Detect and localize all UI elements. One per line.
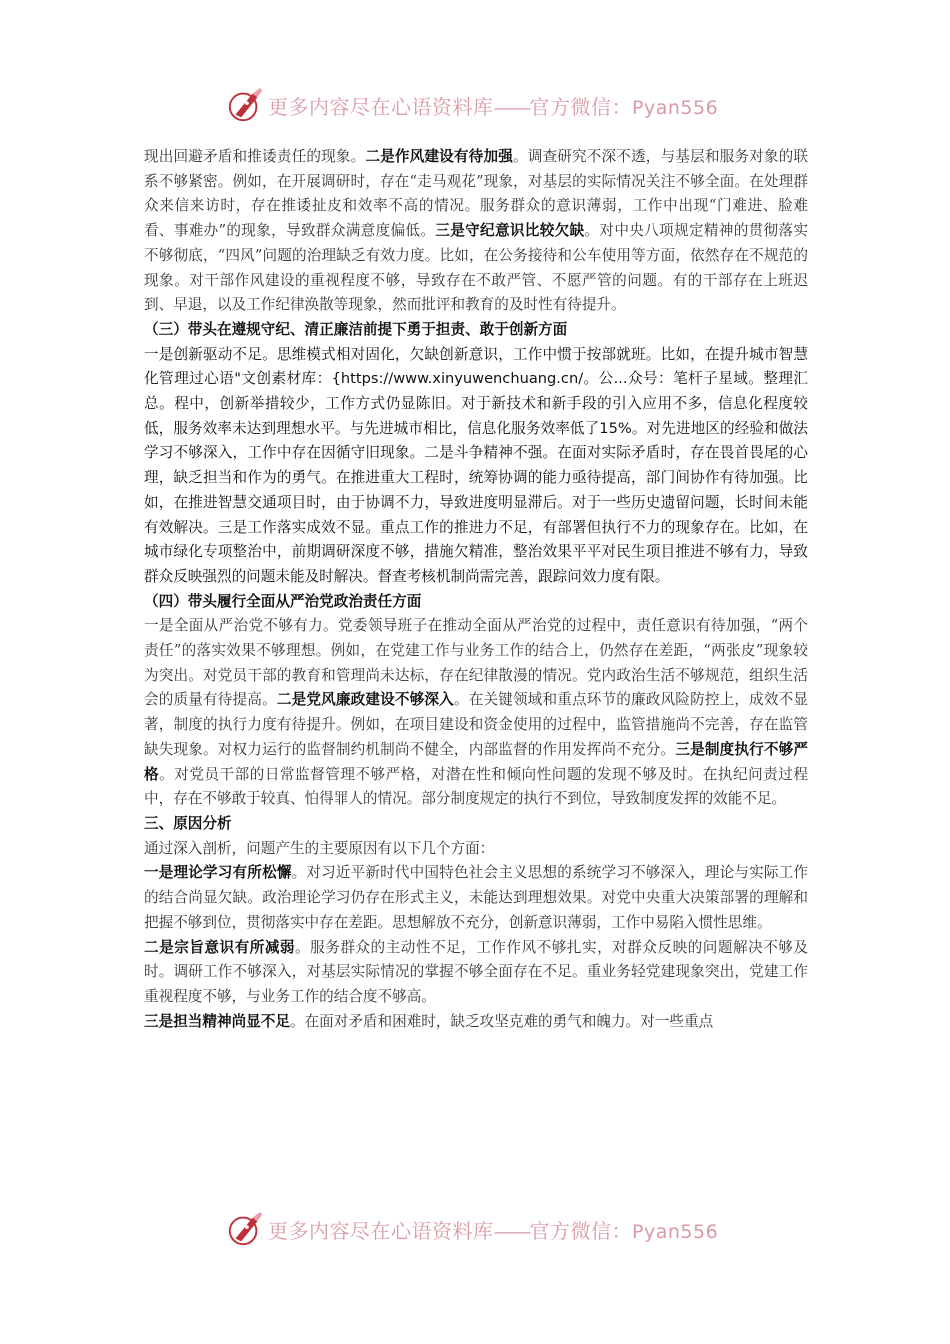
banner-separator: —— <box>493 94 530 119</box>
document-body <box>144 145 808 1034</box>
paragraph-3 <box>144 614 808 812</box>
banner-text <box>268 1215 718 1244</box>
footer-watermark-banner <box>226 1206 726 1252</box>
pen-nib-logo-icon <box>226 85 264 125</box>
bold-run: 三是制度执行不够严格 <box>144 740 808 783</box>
paragraph-1 <box>144 145 808 318</box>
text-run: 。在面对矛盾和困难时，缺乏攻坚克难的勇气和魄力。对一些重点 <box>289 1012 714 1030</box>
text-run: 。调查研究不深不透，与基层和服务对象的联系不够紧密。例如，在开展调研时，存在“走马观花”现象，对基层的实际情况关注不够全面。在处理群众来信来访时，存在推诿扯皮和效率不高的情况。服务群众的意识薄弱，工作中出现“门难进、脸难看、事难办”的现象，导致群众满意度偏低。 <box>144 148 808 240</box>
banner-wechat-id: Pyan556 <box>632 96 719 119</box>
paragraph-7 <box>144 1010 808 1035</box>
text-run: 现出回避矛盾和推诿责任的现象。 <box>144 148 366 165</box>
section-heading-analysis: 三、原因分析 <box>144 814 232 832</box>
bold-run: 二是作风建设有待加强 <box>365 148 513 165</box>
text-run: 。对党员干部的日常监督管理不够严格，对潜在性和倾向性问题的发现不够及时。在执纪问责过程中，存在不够敢于较真、怕得罪人的情况。部分制度规定的执行不到位，导致制度发挥的效能不足。 <box>144 765 808 808</box>
banner-title: 更多内容尽在心语资料库 <box>268 94 494 119</box>
banner-suffix: 官方微信： <box>529 94 632 119</box>
pen-nib-logo-icon <box>226 1209 264 1249</box>
paragraph-5 <box>144 861 808 935</box>
text-run: 一是全面从严治党不够有力。党委领导班子在推动全面从严治党的过程中，责任意识有待加强，“两个责任”的落实效果不够理想。例如，在党建工作与业务工作的结合上，仍然存在差距，“两张皮”现象较为突出。对党员干部的教育和管理尚未达标，存在纪律散漫的情况。党内政治生活不够规范，组织生活会的质量有待提高。 <box>144 617 808 709</box>
banner-wechat-id: Pyan556 <box>632 1220 719 1243</box>
banner-title: 更多内容尽在心语资料库 <box>268 1218 494 1243</box>
banner-text <box>268 91 718 120</box>
paragraph-4: 通过深入剖析，问题产生的主要原因有以下几个方面： <box>144 839 495 857</box>
text-run: 。对习近平新时代中国特色社会主义思想的系统学习不够深入，理论与实际工作的结合尚显欠缺。政治理论学习仍存在形式主义，未能达到理想效果。对党中央重大决策部署的理解和把握不够到位，贯彻落实中存在差距。思想解放不充分，创新意识薄弱，工作中易陷入惯性思维。 <box>144 864 808 931</box>
bold-run: 二是宗旨意识有所减弱 <box>144 938 296 956</box>
bold-run: 一是理论学习有所松懈 <box>144 864 292 882</box>
section-heading-3: （三）带头在遵规守纪、清正廉洁前提下勇于担责、敢于创新方面 <box>144 320 568 338</box>
section-heading-4: （四）带头履行全面从严治党政治责任方面 <box>144 592 422 610</box>
header-watermark-banner <box>226 82 726 128</box>
bold-run: 三是担当精神尚显不足 <box>144 1012 290 1030</box>
text-run: 。服务群众的主动性不足，工作作风不够扎实，对群众反映的问题解决不够及时。调研工作不够深入，对基层实际情况的掌握不够全面存在不足。重业务轻党建现象突出，党建工作重视程度不够，与业务工作的结合度不够高。 <box>144 938 808 1005</box>
banner-suffix: 官方微信： <box>529 1218 632 1243</box>
bold-run: 二是党风廉政建设不够深入 <box>276 691 454 709</box>
banner-separator: —— <box>493 1218 530 1243</box>
bold-run: 三是守纪意识比较欠缺 <box>435 222 585 240</box>
paragraph-2: 一是创新驱动不足。思维模式相对固化，欠缺创新意识，工作中惯于按部就班。比如，在提升城市智慧化管理过心语"文创素材库：{https://www.xinyuwenchuang.cn/。公...众号：笔杆子星域。整理汇总。程中，创新举措较少，工作方式仍显陈旧。对于新技术和新手段的引入应用不多，信息化程度较低，服务效率未达到理想水平。与先进城市相比，信息化服务效率低了15%。对先进地区的经验和做法学习不够深入，工作中存在因循守旧现象。二是斗争精神不强。在面对实际矛盾时，存在畏首畏尾的心理，缺乏担当和作为的勇气。在推进重大工程时，统筹协调的能力亟待提高，部门间协作有待加强。比如，在推进智慧交通项目时，由于协调不力，导致进度明显滞后。对于一些历史遗留问题，长时间未能有效解决。三是工作落实成效不显。重点工作的推进力不足，有部署但执行不力的现象存在。比如，在城市绿化专项整治中，前期调研深度不够，措施欠精准，整治效果平平对民生项目推进不够有力，导致群众反映强烈的问题未能及时解决。督查考核机制尚需完善，跟踪问效力度有限。 <box>144 345 808 585</box>
text-run: 。在关键领域和重点环节的廉政风险防控上，成效不显著，制度的执行力度有待提升。例如，在项目建设和资金使用的过程中，监管措施尚不完善，存在监管缺失现象。对权力运行的监督制约机制尚不健全，内部监督的作用发挥尚不充分。 <box>144 691 808 758</box>
text-run: 。对中央八项规定精神的贯彻落实不够彻底，“四风”问题的治理缺乏有效力度。比如，在公务接待和公车使用等方面，依然存在不规范的现象。对干部作风建设的重视程度不够，导致存在不敢严管、不愿严管的问题。有的干部存在上班迟到、早退，以及工作纪律涣散等现象，然而批评和教育的及时性有待提升。 <box>144 222 808 314</box>
paragraph-6 <box>144 936 808 1010</box>
